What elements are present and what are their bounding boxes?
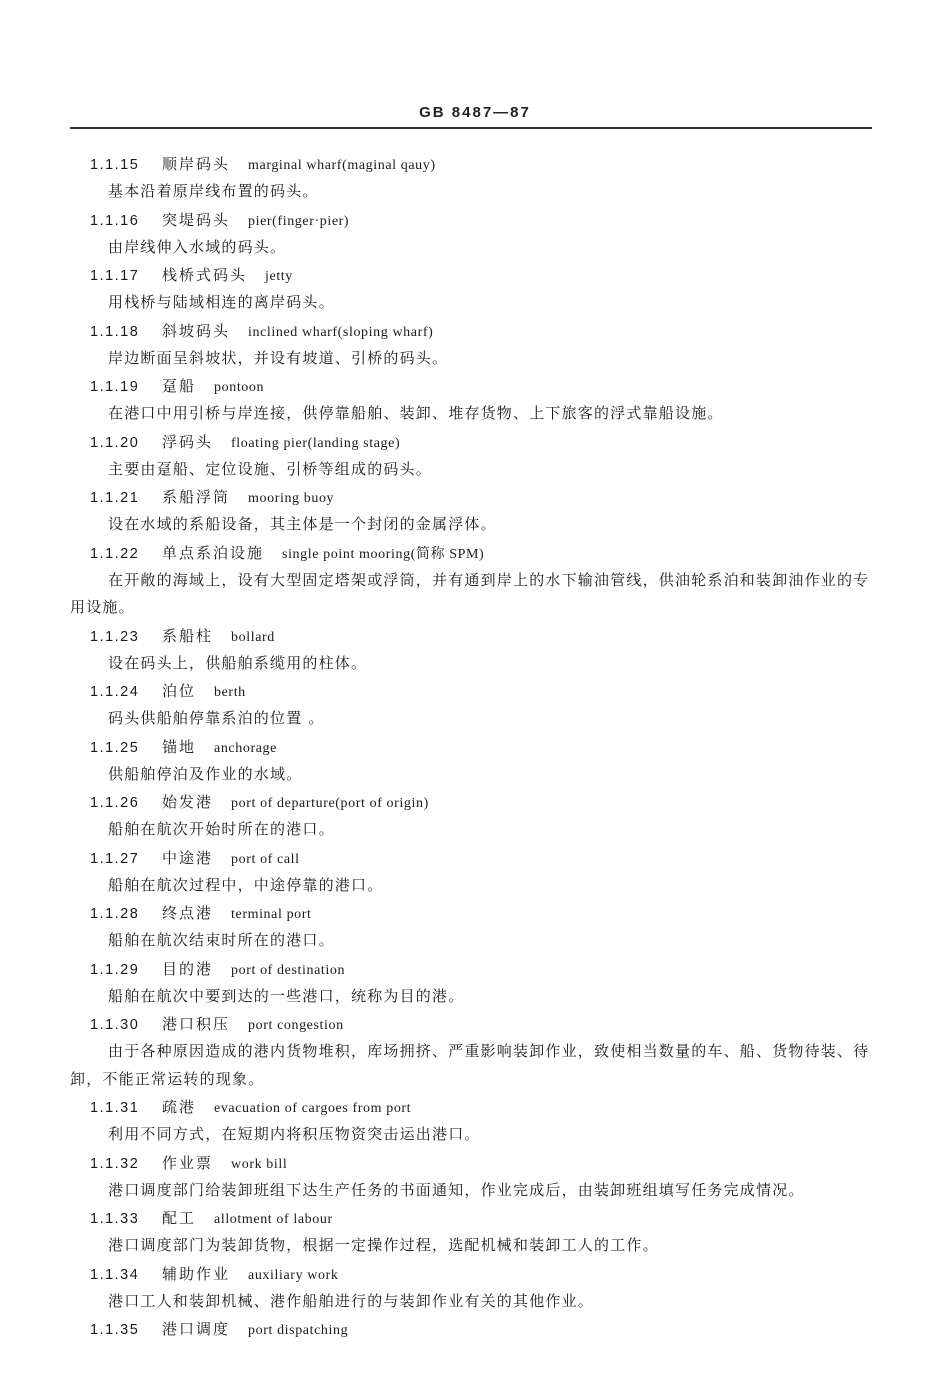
term-heading <box>0 1010 950 1038</box>
term-entry <box>0 844 950 900</box>
term-heading <box>0 1260 950 1288</box>
term-english: port of departure(port of origin) <box>231 796 429 811</box>
term-english: port of call <box>231 851 300 867</box>
term-heading <box>0 844 950 872</box>
term-definition: 码头供船舶停靠系泊的位置 。 <box>108 709 325 727</box>
term-number: 1.1.15 <box>90 157 140 173</box>
term-chinese: 泊位 <box>162 682 197 700</box>
term-heading <box>0 1093 950 1121</box>
term-heading <box>0 483 950 511</box>
term-number: 1.1.30 <box>90 1017 140 1033</box>
term-definition: 船舶在航次结束时所在的港口。 <box>108 931 335 949</box>
term-number: 1.1.35 <box>90 1322 140 1338</box>
term-entry <box>0 150 950 206</box>
term-entry <box>0 539 950 622</box>
term-entry <box>0 1149 950 1205</box>
term-entry <box>0 261 950 317</box>
term-heading <box>0 1204 950 1232</box>
term-english: inclined wharf(sloping wharf) <box>248 324 434 340</box>
term-chinese: 终点港 <box>162 904 214 922</box>
term-entry <box>0 733 950 789</box>
term-definition: 船舶在航次中要到达的一些港口，统称为目的港。 <box>108 986 465 1005</box>
term-definition: 在开敞的海域上，设有大型固定塔架或浮筒，并有通到岸上的水下输油管线，供油轮系泊和装卸油作业的专用设施。 <box>70 570 870 616</box>
term-number: 1.1.29 <box>90 961 140 978</box>
term-definition: 基本沿着原岸线布置的码头。 <box>108 182 319 200</box>
term-entry <box>0 317 950 373</box>
term-entry <box>0 1010 950 1093</box>
term-definition: 由岸线伸入水域的码头。 <box>108 237 287 256</box>
term-heading <box>0 150 950 178</box>
term-heading <box>0 788 950 816</box>
term-number: 1.1.31 <box>90 1100 140 1116</box>
term-entry <box>0 788 950 844</box>
term-entry <box>0 899 950 955</box>
term-list <box>0 150 950 1343</box>
term-english: pontoon <box>214 380 265 395</box>
term-english: berth <box>214 685 246 700</box>
term-chinese: 顺岸码头 <box>162 155 231 173</box>
term-definition: 港口工人和装卸机械、港作船舶进行的与装卸作业有关的其他作业。 <box>108 1291 595 1310</box>
term-english: port dispatching <box>248 1323 349 1338</box>
term-chinese: 港口积压 <box>162 1015 231 1033</box>
term-number: 1.1.18 <box>90 323 140 340</box>
term-definition: 设在码头上，供船舶系缆用的柱体。 <box>108 653 368 672</box>
term-chinese: 斜坡码头 <box>162 321 231 340</box>
term-definition: 由于各种原因造成的港内货物堆积，库场拥挤、严重影响装卸作业，致使相当数量的车、船、货物待装、待卸，不能正常运转的现象。 <box>70 1042 870 1088</box>
term-definition: 岸边断面呈斜坡状，并设有坡道、引桥的码头。 <box>108 348 449 367</box>
term-heading <box>0 733 950 761</box>
term-entry <box>0 1093 950 1149</box>
term-chinese: 疏港 <box>162 1098 197 1116</box>
term-english: single point mooring(简称 SPM) <box>282 546 485 562</box>
term-english: anchorage <box>214 740 277 756</box>
term-heading <box>0 955 950 983</box>
term-chinese: 系船柱 <box>162 626 214 645</box>
term-english: allotment of labour <box>214 1212 333 1227</box>
term-number: 1.1.26 <box>90 795 140 811</box>
term-definition: 港口调度部门为装卸货物，根据一定操作过程，选配机械和装卸工人的工作。 <box>108 1236 659 1254</box>
term-heading <box>0 622 950 650</box>
term-chinese: 作业票 <box>162 1153 214 1172</box>
term-english: pier(finger·pier) <box>248 213 350 229</box>
term-chinese: 始发港 <box>162 793 214 811</box>
term-chinese: 单点系泊设施 <box>162 543 265 562</box>
term-number: 1.1.32 <box>90 1155 140 1172</box>
term-entry <box>0 206 950 262</box>
term-definition: 主要由趸船、定位设施、引桥等组成的码头。 <box>108 459 433 478</box>
header-rule <box>70 127 872 129</box>
term-heading <box>0 317 950 345</box>
term-number: 1.1.25 <box>90 739 140 756</box>
term-entry <box>0 955 950 1011</box>
term-english: port of destination <box>231 962 346 978</box>
term-number: 1.1.28 <box>90 906 140 922</box>
term-english: port congestion <box>248 1018 344 1033</box>
term-number: 1.1.23 <box>90 628 140 645</box>
term-number: 1.1.33 <box>90 1211 140 1227</box>
term-chinese: 目的港 <box>162 959 214 978</box>
term-definition: 船舶在航次过程中，中途停靠的港口。 <box>108 875 384 894</box>
term-english: mooring buoy <box>248 491 335 506</box>
term-entry <box>0 372 950 428</box>
term-english: jetty <box>265 269 293 284</box>
term-entry <box>0 1315 950 1343</box>
term-chinese: 辅助作业 <box>162 1264 231 1283</box>
term-heading <box>0 206 950 234</box>
term-heading <box>0 1149 950 1177</box>
term-heading <box>0 677 950 705</box>
term-chinese: 配工 <box>162 1209 197 1227</box>
term-heading <box>0 261 950 289</box>
term-chinese: 突堤码头 <box>162 210 231 229</box>
term-number: 1.1.19 <box>90 379 140 395</box>
term-entry <box>0 677 950 733</box>
term-definition: 利用不同方式，在短期内将积压物资突击运出港口。 <box>108 1125 481 1143</box>
term-heading <box>0 899 950 927</box>
term-number: 1.1.22 <box>90 545 140 562</box>
term-entry <box>0 622 950 678</box>
term-definition: 用栈桥与陆域相连的离岸码头。 <box>108 293 335 311</box>
term-chinese: 浮码头 <box>162 432 214 451</box>
term-definition: 设在水域的系船设备，其主体是一个封闭的金属浮体。 <box>108 515 497 533</box>
term-entry <box>0 428 950 484</box>
term-english: work bill <box>231 1156 288 1172</box>
term-english: terminal port <box>231 907 312 922</box>
term-english: evacuation of cargoes from port <box>214 1101 412 1116</box>
term-entry <box>0 483 950 539</box>
term-entry <box>0 1204 950 1260</box>
document-code: GB 8487—87 <box>419 104 531 121</box>
term-entry <box>0 1260 950 1316</box>
term-chinese: 锚地 <box>162 737 197 756</box>
term-definition: 在港口中用引桥与岸连接，供停靠船舶、装卸、堆存货物、上下旅客的浮式靠船设施。 <box>108 404 724 422</box>
term-heading <box>0 1315 950 1343</box>
term-definition: 船舶在航次开始时所在的港口。 <box>108 820 335 838</box>
term-definition: 港口调度部门给装卸班组下达生产任务的书面通知，作业完成后，由装卸班组填写任务完成情况。 <box>108 1180 805 1199</box>
term-number: 1.1.20 <box>90 434 140 451</box>
term-heading <box>0 539 950 567</box>
term-english: floating pier(landing stage) <box>231 435 401 451</box>
term-chinese: 栈桥式码头 <box>162 266 248 284</box>
term-number: 1.1.24 <box>90 684 140 700</box>
term-english: bollard <box>231 629 275 645</box>
term-definition: 供船舶停泊及作业的水域。 <box>108 764 303 783</box>
term-number: 1.1.34 <box>90 1266 140 1283</box>
term-number: 1.1.17 <box>90 268 140 284</box>
term-chinese: 中途港 <box>162 848 214 867</box>
term-number: 1.1.21 <box>90 490 140 506</box>
term-chinese: 港口调度 <box>162 1320 231 1338</box>
term-english: marginal wharf(maginal qauy) <box>248 158 436 173</box>
term-chinese: 系船浮筒 <box>162 488 231 506</box>
term-number: 1.1.27 <box>90 850 140 867</box>
term-english: auxiliary work <box>248 1267 339 1283</box>
term-heading <box>0 428 950 456</box>
term-chinese: 趸船 <box>162 377 197 395</box>
term-heading <box>0 372 950 400</box>
term-number: 1.1.16 <box>90 212 140 229</box>
